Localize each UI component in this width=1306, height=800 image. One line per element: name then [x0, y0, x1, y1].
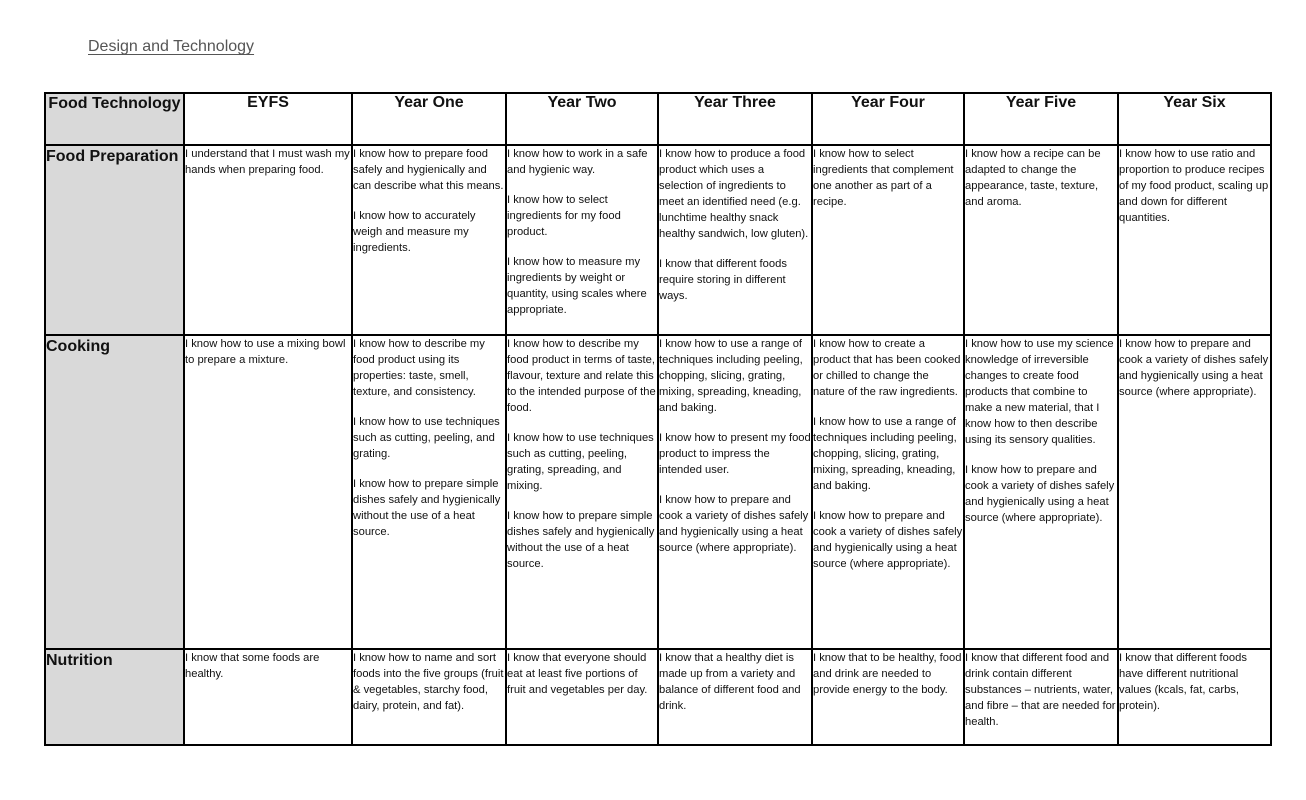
table-cell: [506, 335, 658, 649]
table-cell: [184, 335, 352, 649]
corner-header: Food Technology: [45, 93, 184, 145]
cell-statement: I know that to be healthy, food and drink are needed to provide energy to the body.: [813, 652, 962, 696]
cell-statement: I know that different foods have different nutritional values (kcals, fat, carbs, protein).: [1119, 652, 1247, 712]
cell-statement: I know how to prepare and cook a variety of dishes safely and hygienically using a heat source (where appropriate).: [659, 494, 809, 554]
column-header: Year Six: [1118, 93, 1271, 145]
cell-statement: I know how to work in a safe and hygienic way.: [507, 148, 648, 176]
cell-statement: I know how to prepare and cook a variety of dishes safely and hygienically using a heat source (where appropriate).: [813, 510, 963, 570]
cell-statement: I know how to create a product that has been cooked or chilled to change the nature of the raw ingredients.: [813, 338, 961, 398]
cell-statement: I know how to describe my food product in terms of taste, flavour, texture and relate this to the intended purpose of the food.: [507, 338, 656, 414]
cell-statement: I know how a recipe can be adapted to change the appearance, taste, texture, and aroma.: [965, 148, 1101, 208]
table-cell: [352, 145, 506, 335]
cell-statement: I know how to use my science knowledge of irreversible changes to create food products that combine to make a new material, that I know how to then describe using its sensory qualities.: [965, 338, 1114, 446]
cell-statement: I know how to use ratio and proportion to produce recipes of my food product, scaling up and down for different quantities.: [1119, 148, 1269, 224]
curriculum-table: [44, 92, 1272, 746]
cell-statement: I know that a healthy diet is made up from a variety and balance of different food and drink.: [659, 652, 801, 712]
table-cell: [964, 649, 1118, 745]
cell-statement: I know that different foods require storing in different ways.: [659, 258, 787, 302]
table-cell: [812, 335, 964, 649]
table-cell: [1118, 145, 1271, 335]
table-cell: [506, 649, 658, 745]
cell-statement: I know how to use a range of techniques including peeling, chopping, slicing, grating, mixing, spreading, kneading, and baking.: [659, 338, 803, 414]
cell-statement: I know that some foods are healthy.: [185, 652, 320, 680]
table-cell: [812, 145, 964, 335]
cell-statement: I know how to prepare simple dishes safely and hygienically without the use of a heat source.: [507, 510, 655, 570]
row-header: Cooking: [45, 335, 184, 649]
cell-statement: I know how to use techniques such as cutting, peeling, and grating.: [353, 416, 500, 460]
cell-statement: I know how to use a mixing bowl to prepare a mixture.: [185, 338, 346, 366]
cell-statement: I know how to measure my ingredients by weight or quantity, using scales where appropriate.: [507, 256, 647, 316]
cell-statement: I know that everyone should eat at least five portions of fruit and vegetables per day.: [507, 652, 648, 696]
table-cell: [658, 649, 812, 745]
cell-statement: I know how to name and sort foods into the five groups (fruit & vegetables, starchy food, dairy, protein, and fat).: [353, 652, 504, 712]
document-title: Design and Technology: [88, 38, 255, 55]
table-cell: [352, 335, 506, 649]
table-cell: [352, 649, 506, 745]
column-header: Year Four: [812, 93, 964, 145]
column-header: Year Two: [506, 93, 658, 145]
table-cell: [1118, 649, 1271, 745]
table-row: [45, 145, 1271, 335]
cell-statement: I know how to use techniques such as cutting, peeling, grating, spreading, and mixing.: [507, 432, 654, 492]
table-cell: [1118, 335, 1271, 649]
cell-statement: I know how to describe my food product using its properties: taste, smell, texture, and consistency.: [353, 338, 485, 398]
cell-statement: I know how to prepare food safely and hygienically and can describe what this means.: [353, 148, 504, 192]
table-row: [45, 649, 1271, 745]
cell-statement: I know that different food and drink contain different substances – nutrients, water, and fibre – that are needed for health.: [965, 652, 1116, 728]
table-cell: [658, 335, 812, 649]
cell-statement: I know how to prepare simple dishes safely and hygienically without the use of a heat source.: [353, 478, 501, 538]
cell-statement: I know how to use a range of techniques including peeling, chopping, slicing, grating, mixing, spreading, kneading, and baking.: [813, 416, 957, 492]
table-cell: [658, 145, 812, 335]
column-header: Year Three: [658, 93, 812, 145]
table-cell: [964, 145, 1118, 335]
column-header: Year Five: [964, 93, 1118, 145]
cell-statement: I know how to present my food product to impress the intended user.: [659, 432, 811, 476]
header-row: [45, 93, 1271, 145]
cell-statement: I know how to prepare and cook a variety of dishes safely and hygienically using a heat source (where appropriate).: [1119, 338, 1269, 398]
table-cell: [506, 145, 658, 335]
column-header: Year One: [352, 93, 506, 145]
table-cell: [812, 649, 964, 745]
cell-statement: I know how to produce a food product which uses a selection of ingredients to meet an identified need (e.g. lunchtime healthy snack healthy sandwich, low gluten).: [659, 148, 809, 240]
cell-statement: I know how to select ingredients for my food product.: [507, 194, 621, 238]
cell-statement: I understand that I must wash my hands when preparing food.: [185, 148, 350, 176]
cell-statement: I know how to select ingredients that complement one another as part of a recipe.: [813, 148, 954, 208]
row-header: Food Preparation: [45, 145, 184, 335]
table-cell: [964, 335, 1118, 649]
table-cell: [184, 649, 352, 745]
row-header: Nutrition: [45, 649, 184, 745]
cell-statement: I know how to accurately weigh and measure my ingredients.: [353, 210, 476, 254]
table-row: [45, 335, 1271, 649]
column-header: EYFS: [184, 93, 352, 145]
table-cell: [184, 145, 352, 335]
cell-statement: I know how to prepare and cook a variety of dishes safely and hygienically using a heat source (where appropriate).: [965, 464, 1115, 524]
